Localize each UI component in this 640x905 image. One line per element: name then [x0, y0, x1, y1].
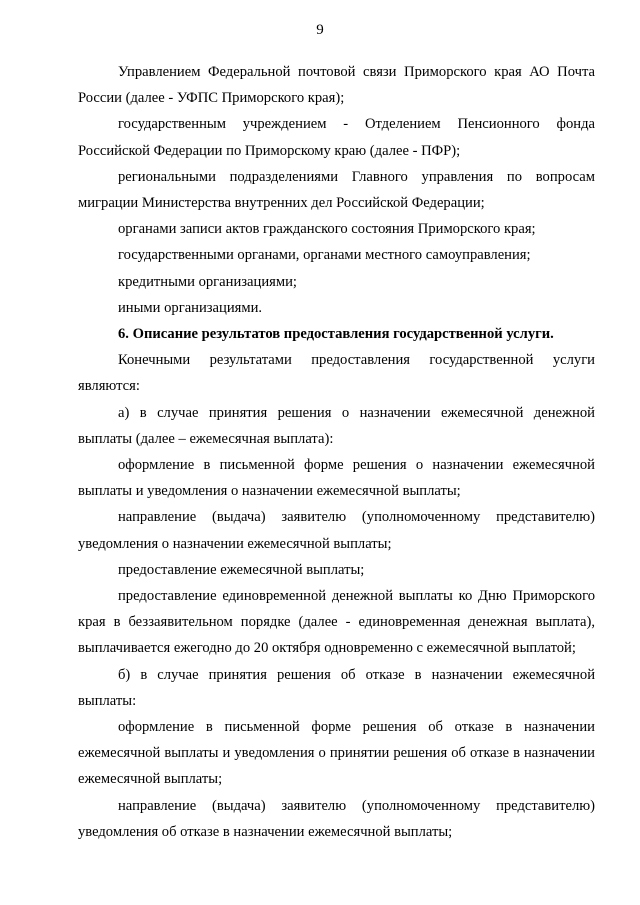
section-heading-6: 6. Описание результатов предоставления государственной услуги. — [118, 326, 554, 343]
document-body — [78, 59, 595, 845]
paragraph-refusal-written: оформление в письменной форме решения об отказе в назначении ежемесячной выплаты и уведомления о принятии решения об отказе в назначении ежемесячной выплаты; — [78, 719, 595, 788]
paragraph-decision-written: оформление в письменной форме решения о назначении ежемесячной выплаты и уведомления о назначении ежемесячной выплаты; — [78, 457, 595, 500]
paragraph-final-results: Конечными результатами предоставления государственной услуги являются: — [78, 352, 595, 395]
paragraph-state-bodies: государственными органами, органами местного самоуправления; — [118, 247, 531, 264]
paragraph-other-orgs: иными организациями. — [118, 299, 263, 316]
paragraph-refusal-notification: направление (выдача) заявителю (уполномоченному представителю) уведомления об отказе в назначении ежемесячной выплаты; — [78, 797, 595, 840]
paragraph-case-a: а) в случае принятия решения о назначении ежемесячной денежной выплаты (далее – ежемесячная выплата): — [78, 404, 595, 447]
paragraph-one-time-payment: предоставление единовременной денежной выплаты ко Дню Приморского края в беззаявительном порядке (далее - единовременная денежная выплата), выплачивается ежегодно до 20 октября одновременно с ежемесячной выплатой; — [78, 588, 595, 657]
paragraph-zags: органами записи актов гражданского состояния Приморского края; — [118, 221, 536, 238]
paragraph-notification-sent: направление (выдача) заявителю (уполномоченному представителю) уведомления о назначении ежемесячной выплаты; — [78, 509, 595, 552]
paragraph-pfr: государственным учреждением - Отделением Пенсионного фонда Российской Федерации по Приморскому краю (далее - ПФР); — [78, 116, 595, 159]
paragraph-credit-orgs: кредитными организациями; — [118, 273, 297, 290]
paragraph-case-b: б) в случае принятия решения об отказе в назначении ежемесячной выплаты: — [78, 666, 595, 709]
paragraph-migration: региональными подразделениями Главного управления по вопросам миграции Министерства внутренних дел Российской Федерации; — [78, 168, 595, 212]
paragraph-ufps: Управлением Федеральной почтовой связи Приморского края АО Почта России (далее - УФПС Приморского края); — [78, 64, 595, 107]
paragraph-monthly-payment: предоставление ежемесячной выплаты; — [118, 561, 365, 578]
page-number: 9 — [316, 22, 324, 38]
